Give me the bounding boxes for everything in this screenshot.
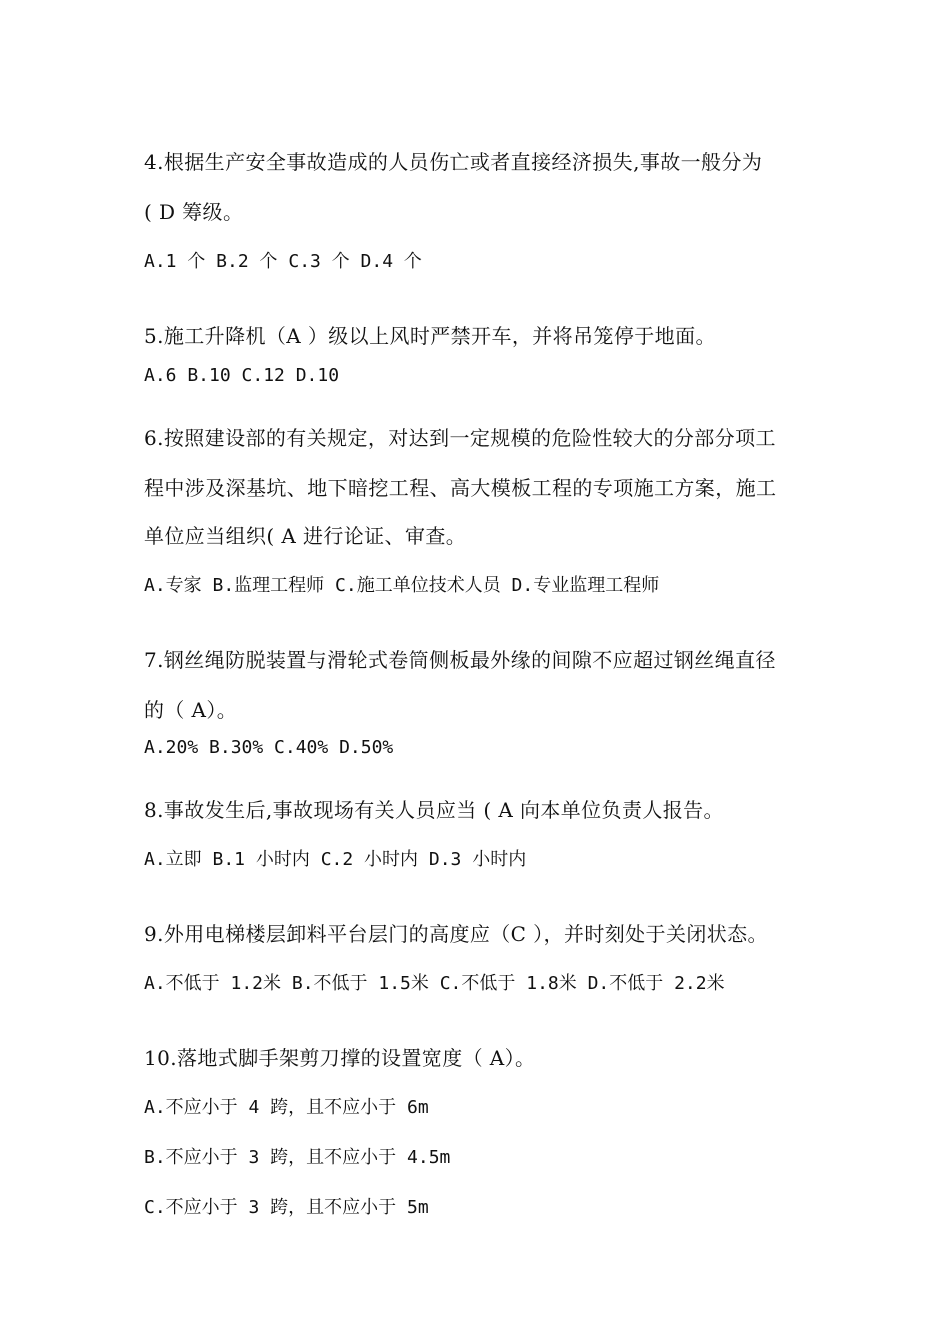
- question-6-options: A.专家 B.监理工程师 C.施工单位技术人员 D.专业监理工程师: [144, 575, 660, 596]
- question-9-options: A.不低于 1.2米 B.不低于 1.5米 C.不低于 1.8米 D.不低于 2.2米: [144, 973, 725, 994]
- question-4-stem-line-2: ( D 筹级。: [144, 200, 244, 224]
- question-7-stem-line-2: 的（ A）。: [144, 698, 238, 722]
- question-8-stem-line-1: 8.事故发生后,事故现场有关人员应当 ( A 向本单位负责人报告。: [144, 798, 724, 822]
- question-6-stem-line-3: 单位应当组织( A 进行论证、审查。: [144, 524, 467, 548]
- question-10-stem-line-1: 10.落地式脚手架剪刀撑的设置宽度（ A）。: [144, 1046, 536, 1070]
- question-4-options: A.1 个 B.2 个 C.3 个 D.4 个: [144, 251, 422, 272]
- question-10-option-a: A.不应小于 4 跨，且不应小于 6m: [144, 1097, 429, 1118]
- question-7-stem-line-1: 7.钢丝绳防脱装置与滑轮式卷筒侧板最外缘的间隙不应超过钢丝绳直径: [144, 648, 776, 672]
- question-8-options: A.立即 B.1 小时内 C.2 小时内 D.3 小时内: [144, 849, 527, 870]
- question-4-stem-line-1: 4.根据生产安全事故造成的人员伤亡或者直接经济损失,事故一般分为: [144, 150, 763, 174]
- question-5-options: A.6 B.10 C.12 D.10: [144, 365, 340, 386]
- question-10-option-c: C.不应小于 3 跨，且不应小于 5m: [144, 1197, 429, 1218]
- question-5-stem-line-1: 5.施工升降机（A ）级以上风时严禁开车，并将吊笼停于地面。: [144, 324, 716, 348]
- question-7-options: A.20% B.30% C.40% D.50%: [144, 737, 394, 758]
- question-6-stem-line-2: 程中涉及深基坑、地下暗挖工程、高大模板工程的专项施工方案，施工: [144, 476, 777, 500]
- question-6-stem-line-1: 6.按照建设部的有关规定，对达到一定规模的危险性较大的分部分项工: [144, 426, 776, 450]
- question-10-option-b: B.不应小于 3 跨，且不应小于 4.5m: [144, 1147, 451, 1168]
- question-9-stem-line-1: 9.外用电梯楼层卸料平台层门的高度应（C ），并时刻处于关闭状态。: [144, 922, 768, 946]
